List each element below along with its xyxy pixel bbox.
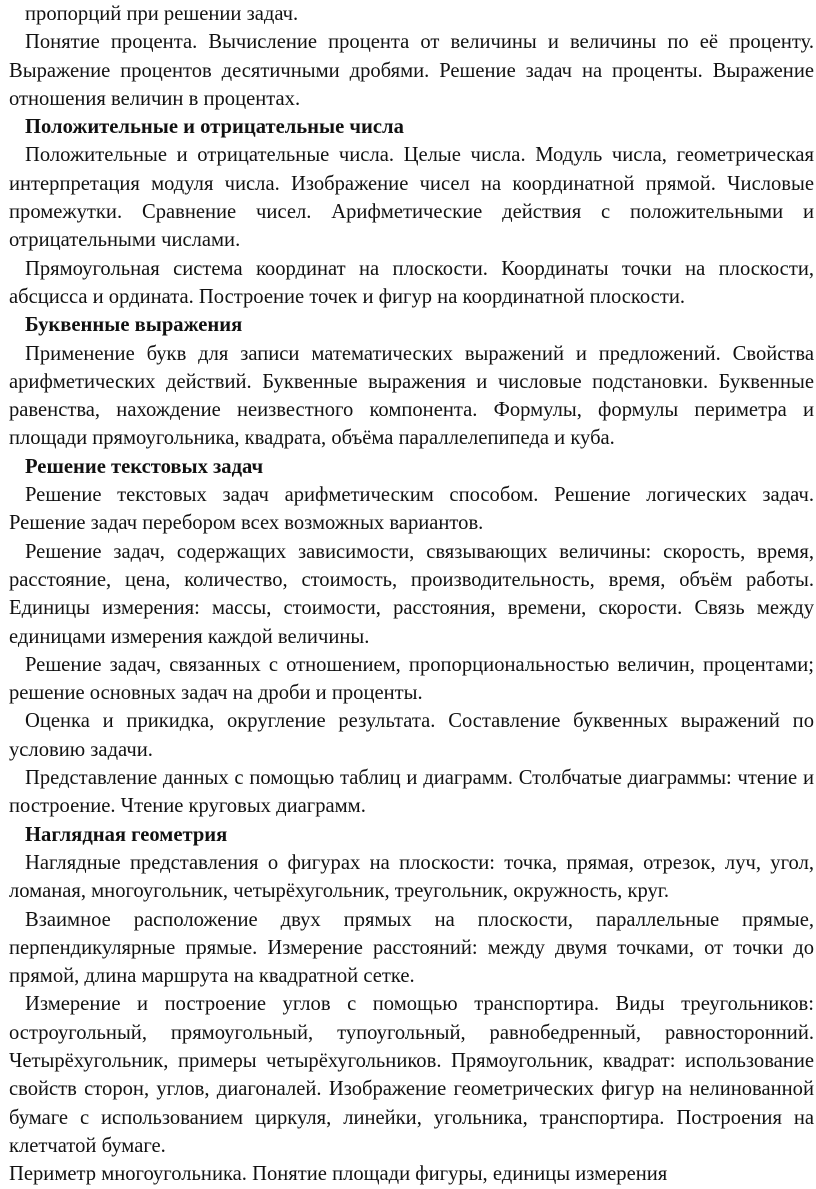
document-page [9, 0, 814, 1188]
paragraph-angles-triangles: Измерение и построение углов с помощью транспортира. Виды треугольников: остроугольный, прямоугольный, тупоугольный, равнобедренный, равносторонний. Четырёхугольник, примеры четырёхугольников. Прямоугольник, квадрат: использование свойств сторон, углов, диагоналей. Изображение геометрических фигур на нелинованной бумаге с использованием циркуля, линейки, угольника, транспортира. Построения на клетчатой бумаге. [9, 993, 814, 1157]
paragraph-word-problems-proportions: Решение задач, связанных с отношением, пропорциональностью величин, процентами; решение основных задач на дроби и проценты. [9, 653, 814, 705]
paragraph-coordinate-system: Прямоугольная система координат на плоскости. Координаты точки на плоскости, абсцисса и ордината. Построение точек и фигур на координатной плоскости. [9, 257, 814, 308]
paragraph-data-representation: Представление данных с помощью таблиц и диаграмм. Столбчатые диаграммы: чтение и построение. Чтение круговых диаграмм. [9, 767, 814, 818]
paragraph-word-problems-arithmetic: Решение текстовых задач арифметическим способом. Решение логических задач. Решение задач перебором всех возможных вариантов. [9, 484, 814, 535]
heading-positive-negative-numbers: Положительные и отрицательные числа [25, 116, 404, 139]
paragraph-proportions-end: пропорций при решении задач. [25, 3, 299, 25]
heading-word-problems: Решение текстовых задач [25, 455, 264, 478]
heading-letter-expressions: Буквенные выражения [25, 314, 243, 337]
paragraph-estimation: Оценка и прикидка, округление результата. Составление буквенных выражений по условию задачи. [9, 710, 814, 761]
paragraph-perimeter-area: Периметр многоугольника. Понятие площади фигуры, единицы измерения [9, 1163, 668, 1186]
paragraph-positive-negative-numbers: Положительные и отрицательные числа. Целые числа. Модуль числа, геометрическая интерпретация модуля числа. Изображение чисел на координатной прямой. Числовые промежутки. Сравнение чисел. Арифметические действия с положительными и отрицательными числами. [9, 144, 814, 252]
paragraph-letter-expressions: Применение букв для записи математических выражений и предложений. Свойства арифметических действий. Буквенные выражения и числовые подстановки. Буквенные равенства, нахождение неизвестного компонента. Формулы, формулы периметра и площади прямоугольника, квадрата, объёма параллелепипеда и куба. [9, 342, 814, 450]
heading-visual-geometry: Наглядная геометрия [25, 823, 228, 846]
paragraph-plane-figures: Наглядные представления о фигурах на плоскости: точка, прямая, отрезок, луч, угол, ломаная, многоугольник, четырёхугольник, треугольник, окружность, круг. [9, 851, 814, 903]
paragraph-word-problems-dependencies: Решение задач, содержащих зависимости, связывающих величины: скорость, время, расстояние, цена, количество, стоимость, производительность, время, объём работы. Единицы измерения: массы, стоимости, расстояния, времени, скорости. Связь между единицами измерения каждой величины. [9, 540, 814, 648]
paragraph-lines-position: Взаимное расположение двух прямых на плоскости, параллельные прямые, перпендикулярные прямые. Измерение расстояний: между двумя точками, от точки до прямой, длина маршрута на квадратной сетке. [9, 908, 814, 988]
paragraph-percent-concept: Понятие процента. Вычисление процента от величины и величины по её проценту. Выражение процентов десятичными дробями. Решение задач на проценты. Выражение отношения величин в процентах. [9, 31, 814, 110]
